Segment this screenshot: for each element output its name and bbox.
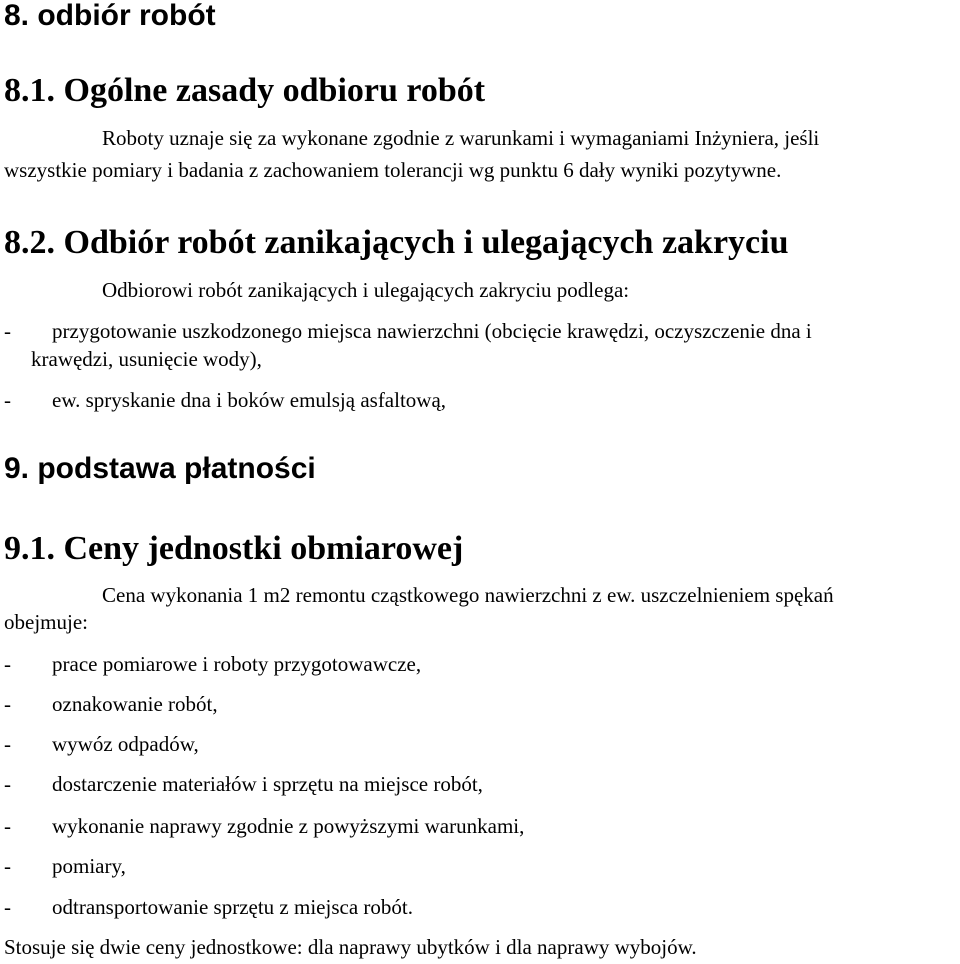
list-bullet: - [4, 772, 11, 796]
section-8-heading: 8. odbiór robót [4, 0, 216, 32]
section-9-1-intro-line-1: Cena wykonania 1 m2 remontu cząstkowego nawierzchni z ew. uszczelnieniem spękań [102, 583, 834, 607]
list-item: dostarczenie materiałów i sprzętu na miejsce robót, [52, 772, 483, 796]
section-9-heading: 9. podstawa płatności [4, 452, 316, 485]
list-item: prace pomiarowe i roboty przygotowawcze, [52, 652, 422, 676]
section-8-2-heading: 8.2. Odbiór robót zanikających i ulegających zakryciu [4, 224, 789, 261]
section-8-1-paragraph-line-2: wszystkie pomiary i badania z zachowaniem tolerancji wg punktu 6 dały wyniki pozytywne. [4, 158, 782, 182]
list-bullet: - [4, 388, 11, 412]
list-item: oznakowanie robót, [52, 692, 218, 716]
list-item-line-1: przygotowanie uszkodzonego miejsca nawierzchni (obcięcie krawędzi, oczyszczenie dna i [52, 319, 812, 343]
section-8-2-intro: Odbiorowi robót zanikających i ulegających zakryciu podlega: [102, 278, 630, 302]
list-item: wywóz odpadów, [52, 732, 199, 756]
list-item: wykonanie naprawy zgodnie z powyższymi warunkami, [52, 814, 525, 838]
section-8-1-paragraph-line-1: Roboty uznaje się za wykonane zgodnie z warunkami i wymaganiami Inżyniera, jeśli [102, 126, 820, 150]
section-9-1-closing: Stosuje się dwie ceny jednostkowe: dla naprawy ubytków i dla naprawy wybojów. [4, 935, 697, 959]
list-bullet: - [4, 692, 11, 716]
section-9-1-intro-line-2: obejmuje: [4, 610, 88, 634]
list-item-line-2: krawędzi, usunięcie wody), [31, 347, 262, 371]
list-bullet: - [4, 895, 11, 919]
list-bullet: - [4, 319, 11, 343]
list-item: ew. spryskanie dna i boków emulsją asfaltową, [52, 388, 447, 412]
list-bullet: - [4, 732, 11, 756]
section-8-1-heading: 8.1. Ogólne zasady odbioru robót [4, 72, 486, 109]
list-bullet: - [4, 854, 11, 878]
list-bullet: - [4, 652, 11, 676]
list-item: pomiary, [52, 854, 126, 878]
section-9-1-heading: 9.1. Ceny jednostki obmiarowej [4, 530, 464, 567]
list-item: odtransportowanie sprzętu z miejsca robót. [52, 895, 413, 919]
list-bullet: - [4, 814, 11, 838]
